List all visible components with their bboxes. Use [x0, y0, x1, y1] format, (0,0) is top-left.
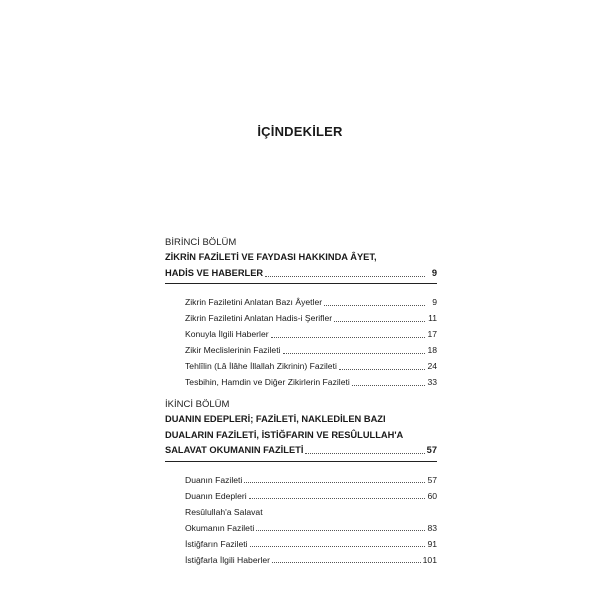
toc-entry[interactable] — [185, 294, 437, 310]
toc-entry[interactable] — [185, 342, 437, 358]
page-number: 11 — [428, 313, 437, 323]
dot-leader — [352, 385, 425, 386]
page-number: 57 — [426, 445, 437, 455]
table-of-contents — [165, 236, 437, 568]
divider — [165, 283, 437, 284]
dot-leader — [271, 337, 425, 338]
page-title: İÇİNDEKİLER — [257, 124, 343, 139]
toc-entry[interactable] — [185, 488, 437, 504]
entry-title: Konuyla İlgili Haberler — [185, 329, 269, 339]
dot-leader — [334, 321, 425, 322]
section-heading-line: ZİKRİN FAZİLETİ VE FAYDASI HAKKINDA ÂYET, — [165, 252, 377, 262]
dot-leader — [339, 369, 425, 370]
page-number: 17 — [427, 329, 437, 339]
toc-entry[interactable] — [185, 310, 437, 326]
dot-leader — [324, 305, 425, 306]
entry-title: Duanın Edepleri — [185, 490, 247, 501]
section-heading-title: HADİS VE HABERLER — [165, 267, 264, 278]
entry-title: İstiğfarın Fazileti — [185, 538, 248, 549]
dot-leader — [244, 482, 425, 483]
toc-entry[interactable] — [185, 536, 437, 552]
dot-leader — [283, 353, 425, 354]
section-heading — [165, 412, 437, 459]
section-heading-entry[interactable] — [165, 443, 437, 459]
dot-leader — [265, 276, 425, 277]
section-1 — [165, 236, 437, 390]
divider — [165, 461, 437, 462]
entry-title: Zikir Meclislerinin Fazileti — [185, 345, 281, 355]
page-number: 60 — [427, 490, 437, 501]
dot-leader — [305, 453, 424, 454]
dot-leader — [256, 530, 425, 531]
page-number: 24 — [427, 361, 437, 371]
entry-list — [165, 294, 437, 390]
page-number: 101 — [422, 554, 437, 565]
entry-title: Resûlullah'a Salavat — [185, 506, 263, 517]
section-heading — [165, 250, 437, 281]
section-2 — [165, 398, 437, 568]
entry-title: Zikrin Faziletini Anlatan Hadis-i Şerifler — [185, 313, 333, 323]
toc-entry[interactable] — [185, 374, 437, 390]
page-number: 9 — [431, 267, 437, 278]
section-heading-entry[interactable] — [165, 266, 437, 282]
toc-entry-continued[interactable] — [185, 504, 437, 520]
toc-entry[interactable] — [185, 552, 437, 568]
toc-entry[interactable] — [185, 358, 437, 374]
section-label: BİRİNCİ BÖLÜM — [165, 237, 237, 248]
entry-title: Zikrin Faziletini Anlatan Bazı Âyetler — [185, 297, 323, 307]
page-number: 91 — [427, 538, 437, 549]
toc-entry[interactable] — [185, 472, 437, 488]
section-label: İKİNCİ BÖLÜM — [165, 399, 230, 410]
page-number: 9 — [432, 297, 437, 307]
section-heading-line: DUALARIN FAZİLETİ, İSTİĞFARIN VE RESÛLULLAH'A — [165, 429, 404, 440]
dot-leader — [272, 562, 421, 563]
entry-title: İstiğfarla İlgili Haberler — [185, 554, 271, 565]
dot-leader — [250, 546, 425, 547]
page-number: 83 — [427, 522, 437, 533]
dot-leader — [249, 498, 425, 499]
entry-title: Tehlîlin (Lâ İlâhe İllallah Zikrinin) Fazileti — [185, 361, 337, 371]
toc-entry[interactable] — [185, 326, 437, 342]
entry-title: Duanın Fazileti — [185, 474, 243, 485]
section-heading-title: SALAVAT OKUMANIN FAZİLETİ — [165, 445, 304, 455]
page-number: 18 — [427, 345, 437, 355]
page-number: 33 — [427, 377, 437, 387]
section-heading-line: DUANIN EDEPLERİ; FAZİLETİ, NAKLEDİLEN BAZI — [165, 414, 386, 424]
entry-list — [165, 472, 437, 568]
entry-title: Tesbihin, Hamdin ve Diğer Zikirlerin Fazileti — [185, 377, 350, 387]
page-number: 57 — [427, 474, 437, 485]
toc-entry[interactable] — [185, 520, 437, 536]
entry-title: Okumanın Fazileti — [185, 522, 255, 533]
